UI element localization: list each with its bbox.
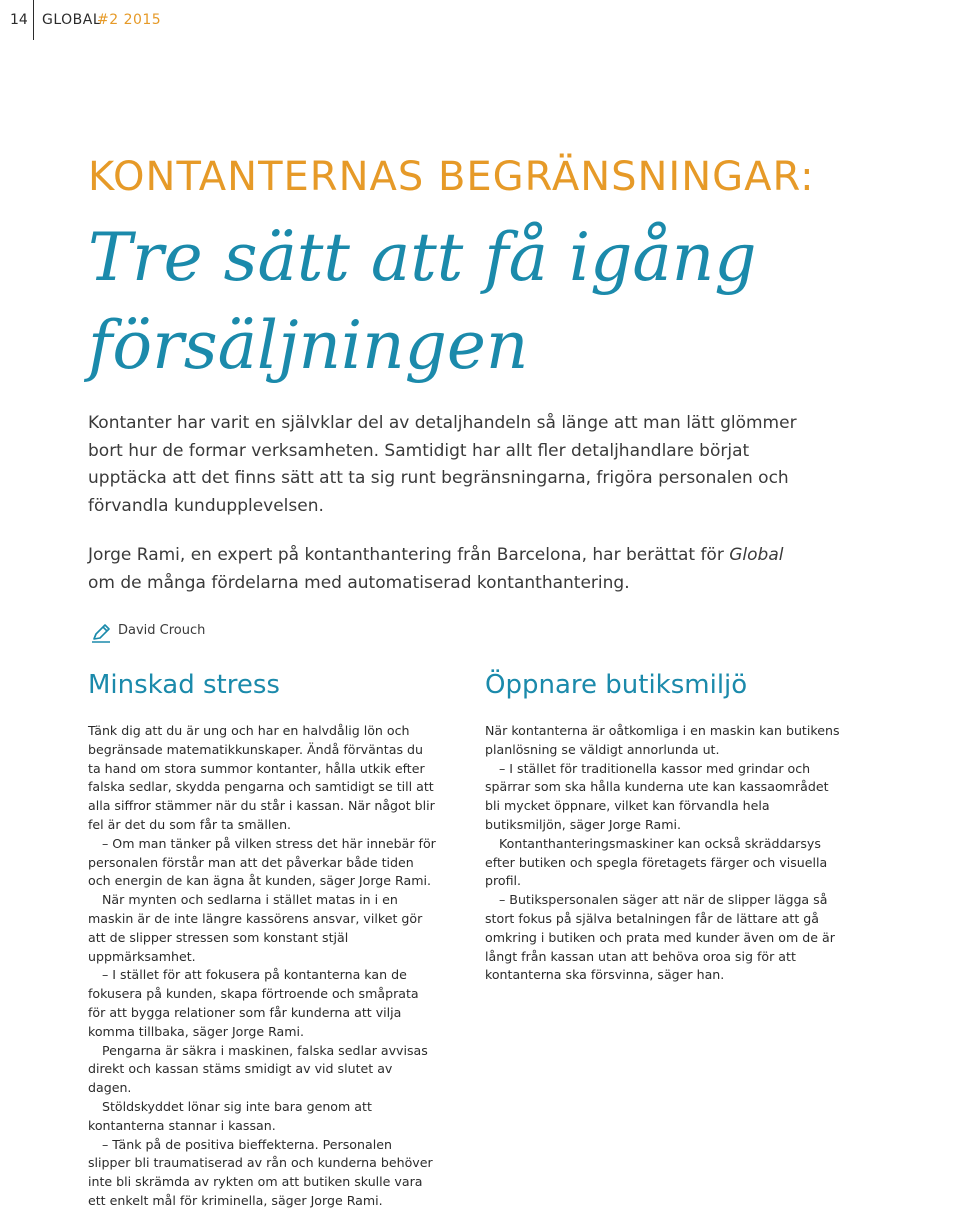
paragraph: – I stället för traditionella kassor med grindar och spärrar som ska hålla kunderna ute kan kassaområdet bli mycket öppnare, vilket kan förvandla hela butiksmiljön, säger Jorge Rami. <box>485 760 829 832</box>
article-title: Tre sätt att få igång försäljningen <box>88 219 757 384</box>
page-number: 14 <box>10 12 28 28</box>
paragraph: Pengarna är säkra i maskinen, falska sedlar avvisas direkt och kassan stäms smidigt av vid slutet av dagen. <box>88 1042 428 1096</box>
intro-text-end: om de många fördelarna med automatiserad kontanthantering. <box>88 572 630 593</box>
section-minskad-stress <box>88 668 438 1211</box>
article-lead: Kontanter har varit en självklar del av detaljhandeln så länge att man lätt glömmer bort hur de formar verksamheten. Samtidigt har allt fler detaljhandlare börjat upptäcka att det finns sätt att ta sig runt begränsningarna, frigöra personalen och förvandla kundupplevelsen. <box>88 413 797 516</box>
author-name: David Crouch <box>118 623 206 638</box>
paragraph: Tänk dig att du är ung och har en halvdålig lön och begränsade matematikkunskaper. Ändå förväntas du ta hand om stora summor kontanter, hålla utkik efter falska sedlar, skydda pengarna och samtidigt se till att alla siffror stämmer när du står i kassan. När något blir fel är det du som får ta smällen. <box>88 723 435 832</box>
section-heading: Minskad stress <box>88 670 280 700</box>
paragraph: – Butikspersonalen säger att när de slipper lägga så stort fokus på själva betalningen får de lättare att gå omkring i butiken och prata med kunder även om de är långt från kassan utan att behöva oroa sig för att kontanterna ska försvinna, säger han. <box>485 892 835 983</box>
publication-name: GLOBAL <box>42 12 102 28</box>
paragraph: – I stället för att fokusera på kontanterna kan de fokusera på kunden, skapa förtroende och småprata för att bygga relationer som får kunderna att vilja komma tillbaka, säger Jorge Rami. <box>88 967 419 1039</box>
paragraph: När mynten och sedlarna i stället matas in i en maskin är de inte längre kassörens ansvar, vilket gör att de slipper stressen som konstant stjäl uppmärksamhet. <box>88 892 423 964</box>
issue-number: #2 2015 <box>97 12 162 28</box>
paragraph: – Om man tänker på vilken stress det här innebär för personalen förstår man att det påverkar både tiden och energin de kan ägna åt kunden, säger Jorge Rami. <box>88 835 436 889</box>
paragraph: – Tänk på de positiva bieffekterna. Personalen slipper bli traumatiserad av rån och kunderna behöver inte bli skrämda av rykten om att butiken skulle vara ett enkelt mål för kriminella, säger Jorge Rami. <box>88 1136 433 1208</box>
article-intro <box>88 542 808 597</box>
intro-text-start: Jorge Rami, en expert på kontanthantering från Barcelona, har berättat för <box>88 545 730 565</box>
header-divider <box>33 0 34 40</box>
paragraph: När kontanterna är oåtkomliga i en maskin kan butikens planlösning se väldigt annorlunda ut. <box>485 723 840 757</box>
article-kicker: KONTANTERNAS BEGRÄNSNINGAR: <box>88 154 815 200</box>
section-heading: Öppnare butiksmiljö <box>485 670 748 700</box>
paragraph: Kontanthanteringsmaskiner kan också skräddarsys efter butiken och spegla företagets färger och visuella profil. <box>485 835 828 889</box>
pencil-icon <box>90 622 112 644</box>
paragraph: Stöldskyddet lönar sig inte bara genom att kontanterna stannar i kassan. <box>88 1098 372 1133</box>
page-header <box>0 0 960 40</box>
intro-publication-name: Global <box>729 545 784 565</box>
section-oppnare-butiksmiljo <box>485 668 845 985</box>
